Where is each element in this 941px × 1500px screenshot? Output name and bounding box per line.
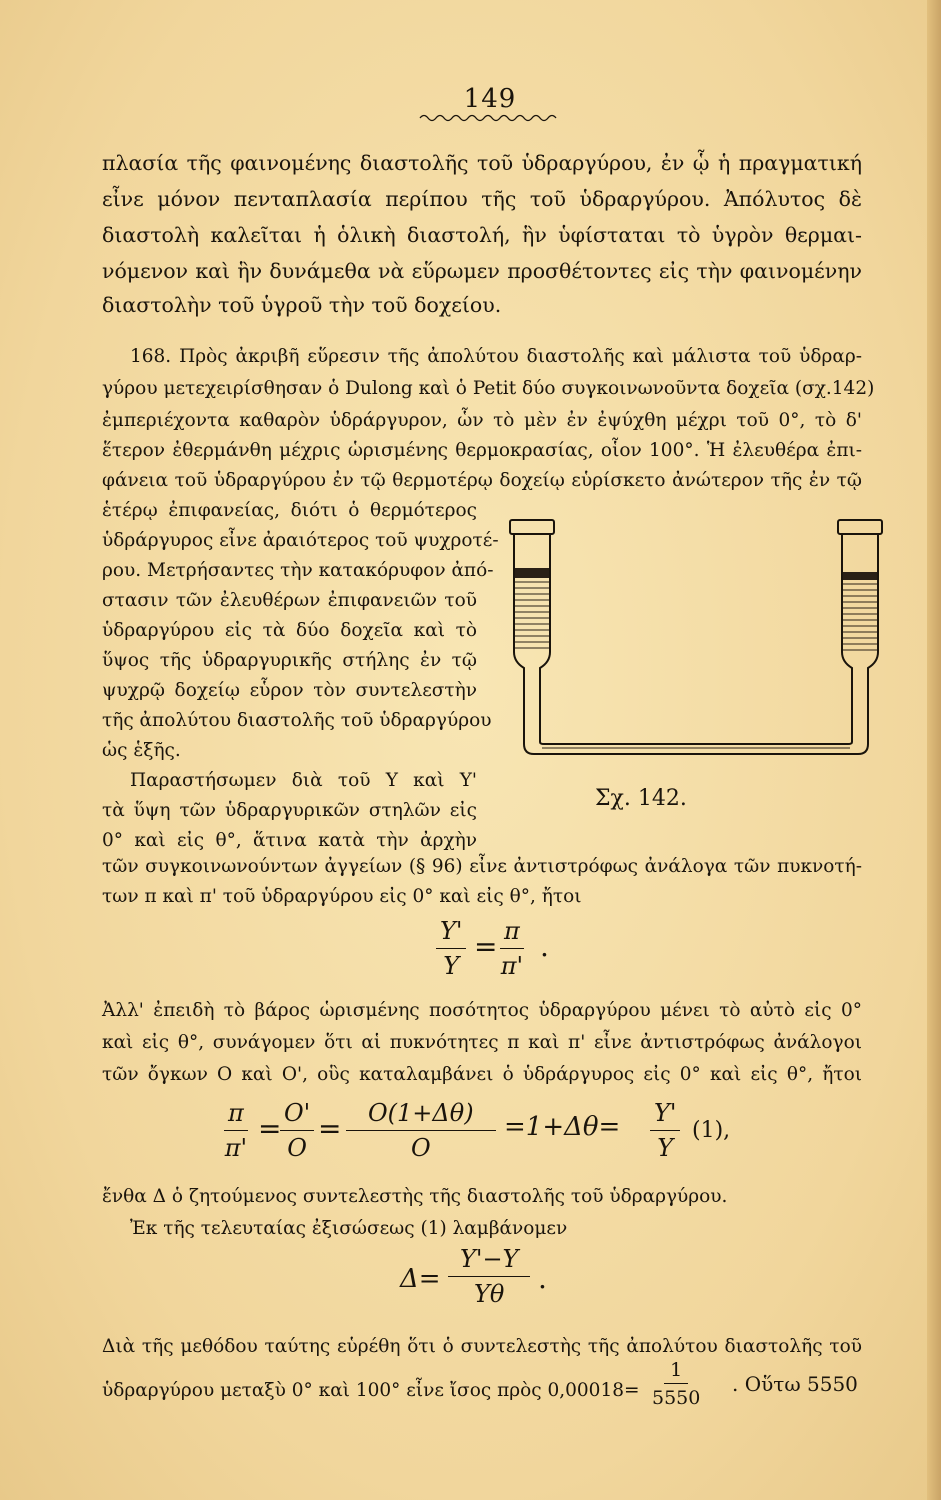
eq2-f2-numerator: Ο' [280,1098,314,1131]
text-line: ψυχρῷ δοχείῳ εὗρον τὸν συντελεστὴν [102,680,477,701]
eq1-lhs-numerator: Υ' [436,916,466,949]
text-line: νόμενον καὶ ἣν δυνάμεθα νὰ εὕρωμεν προσθέτοντες εἰς τὴν φαινομένην [102,259,862,283]
text-line: των π καὶ π' τοῦ ὑδραργύρου εἰς 0° καὶ εἰς θ°, ἤτοι [102,886,582,907]
text-line: τὰ ὕψη τῶν ὑδραργυρικῶν στηλῶν εἰς [102,800,477,821]
eq2-f4-numerator: Υ' [650,1098,680,1131]
eq2-equals-1: = [258,1112,282,1145]
text-line: 0° καὶ εἰς θ°, ἅτινα κατὰ τὴν ἀρχὴν [102,830,477,851]
text-line: ὑδράργυρος εἶνε ἀραιότερος τοῦ ψυχροτέ- [102,530,499,551]
text-line: ὑδραργύρου εἰς τὰ δύο δοχεῖα καὶ τὸ [102,620,477,641]
eq2-f2-denominator: Ο [287,1134,307,1162]
text-line: Ἐκ τῆς τελευταίας ἐξισώσεως (1) λαμβάνομεν [130,1218,568,1239]
page-number: 149 [463,84,517,114]
text-line: ἕτερον ἐθερμάνθη μέχρις ὡρισμένης θερμοκρασίας, οἷον 100°. Ἡ ἐλευθέρα ἐπι- [102,440,862,461]
eq2-fraction-expansion [346,1098,496,1163]
eq2-f3-numerator: Ο(1+Δθ) [346,1098,496,1131]
final-fraction-numerator: 1 [664,1358,688,1384]
eq1-lhs-fraction [436,916,466,981]
text-line: στασιν τῶν ἐλευθέρων ἐπιφανειῶν τοῦ [102,590,477,611]
eq2-f1-numerator: π [224,1098,248,1131]
eq3-lhs: Δ= [400,1264,441,1294]
final-fraction [652,1358,700,1410]
eq2-equals-2: = [318,1112,342,1145]
eq2-fraction-height [650,1098,680,1163]
eq1-rhs-denominator: π' [500,952,524,980]
eq2-fraction-volume [280,1098,314,1163]
text-line: Διὰ τῆς μεθόδου ταύτης εὑρέθη ὅτι ὁ συντελεστὴς τῆς ἀπολύτου διαστολῆς τοῦ [102,1336,862,1357]
final-fraction-denominator: 5550 [652,1387,701,1409]
eq3-fraction [448,1244,530,1309]
text-line: ἐμπεριέχοντα καθαρὸν ὑδράργυρον, ὧν τὸ μὲν ἐν ἐψύχθη μέχρι τοῦ 0°, τὸ δ' [102,410,862,431]
text-line: γύρου μετεχειρίσθησαν ὁ Dulong καὶ ὁ Petit δύο συγκοινωνοῦντα δοχεῖα (σχ.142) [102,378,875,399]
section-168-line: 168. Πρὸς ἀκριβῆ εὕρεσιν τῆς ἀπολύτου διαστολῆς καὶ μάλιστα τοῦ ὑδραρ- [130,346,862,367]
eq2-label: (1), [692,1118,731,1143]
text-line: ὡς ἑξῆς. [102,740,181,761]
eq1-period: . [540,930,549,963]
text-line: καὶ εἰς θ°, συνάγομεν ὅτι αἱ πυκνότητες π καὶ π' εἶνε ἀντιστρόφως ἀνάλογοι [102,1032,862,1053]
communicating-vessels-figure [502,512,892,772]
figure-caption: Σχ. 142. [595,786,687,811]
text-line: ἑτέρῳ ἐπιφανείας, διότι ὁ θερμότερος [102,500,477,521]
eq2-fraction-pi [224,1098,248,1163]
eq3-period: . [538,1262,547,1295]
wavy-rule-ornament [418,112,568,124]
text-line: διαστολὴ καλεῖται ἡ ὁλικὴ διαστολή, ἣν ὑφίσταται τὸ ὑγρὸν θερμαι- [102,223,862,247]
text-line: διαστολὴν τοῦ ὑγροῦ τὴν τοῦ δοχείου. [102,293,502,317]
eq1-rhs-fraction [500,916,524,981]
final-tail-text: . Οὕτω 5550 [732,1372,858,1396]
text-line: ρου. Μετρήσαντες τὴν κατακόρυφον ἀπό- [102,560,494,581]
text-line: πλασία τῆς φαινομένης διαστολῆς τοῦ ὑδραργύρου, ἐν ᾧ ἡ πραγματική [102,151,862,175]
text-line: τῶν ὄγκων Ο καὶ Ο', οὓς καταλαμβάνει ὁ ὑδράργυρος εἰς 0° καὶ εἰς θ°, ἤτοι [102,1064,862,1085]
text-line: Ἀλλ' ἐπειδὴ τὸ βάρος ὡρισμένης ποσότητος ὑδραργύρου μένει τὸ αὐτὸ εἰς 0° [102,1000,862,1021]
text-line: φάνεια τοῦ ὑδραργύρου ἐν τῷ θερμοτέρῳ δοχείῳ εὑρίσκετο ἀνώτερον τῆς ἐν τῷ [102,470,862,491]
eq2-middle-term: =1+Δθ= [504,1112,621,1142]
eq1-equals: = [474,930,498,963]
eq2-f4-denominator: Υ [657,1134,674,1162]
text-line: ἔνθα Δ ὁ ζητούμενος συντελεστὴς τῆς διαστολῆς τοῦ ὑδραργύρου. [102,1186,728,1207]
eq1-rhs-numerator: π [500,916,524,949]
text-line: ὑδραργύρου μεταξὺ 0° καὶ 100° εἶνε ἴσος πρὸς 0,00018= [102,1380,640,1401]
text-line: τῶν συγκοινωνούντων ἀγγείων (§ 96) εἶνε ἀντιστρόφως ἀνάλογα τῶν πυκνοτή- [102,856,862,877]
eq1-lhs-denominator: Υ [443,952,460,980]
text-line: εἶνε μόνον πενταπλασία περίπου τῆς τοῦ ὑδραργύρου. Ἀπόλυτος δὲ [102,187,862,211]
eq2-f3-denominator: Ο [410,1134,431,1162]
text-line: τῆς ἀπολύτου διαστολῆς τοῦ ὑδραργύρου [102,710,492,731]
text-line: Παραστήσωμεν διὰ τοῦ Υ καὶ Υ' [130,770,477,791]
eq3-numerator: Υ'−Υ [448,1244,530,1277]
eq3-denominator: Υθ [474,1280,505,1308]
page-edge-shadow [927,0,941,1500]
eq2-f1-denominator: π' [224,1134,248,1162]
text-line: ὕψος τῆς ὑδραργυρικῆς στήλης ἐν τῷ [102,650,477,671]
